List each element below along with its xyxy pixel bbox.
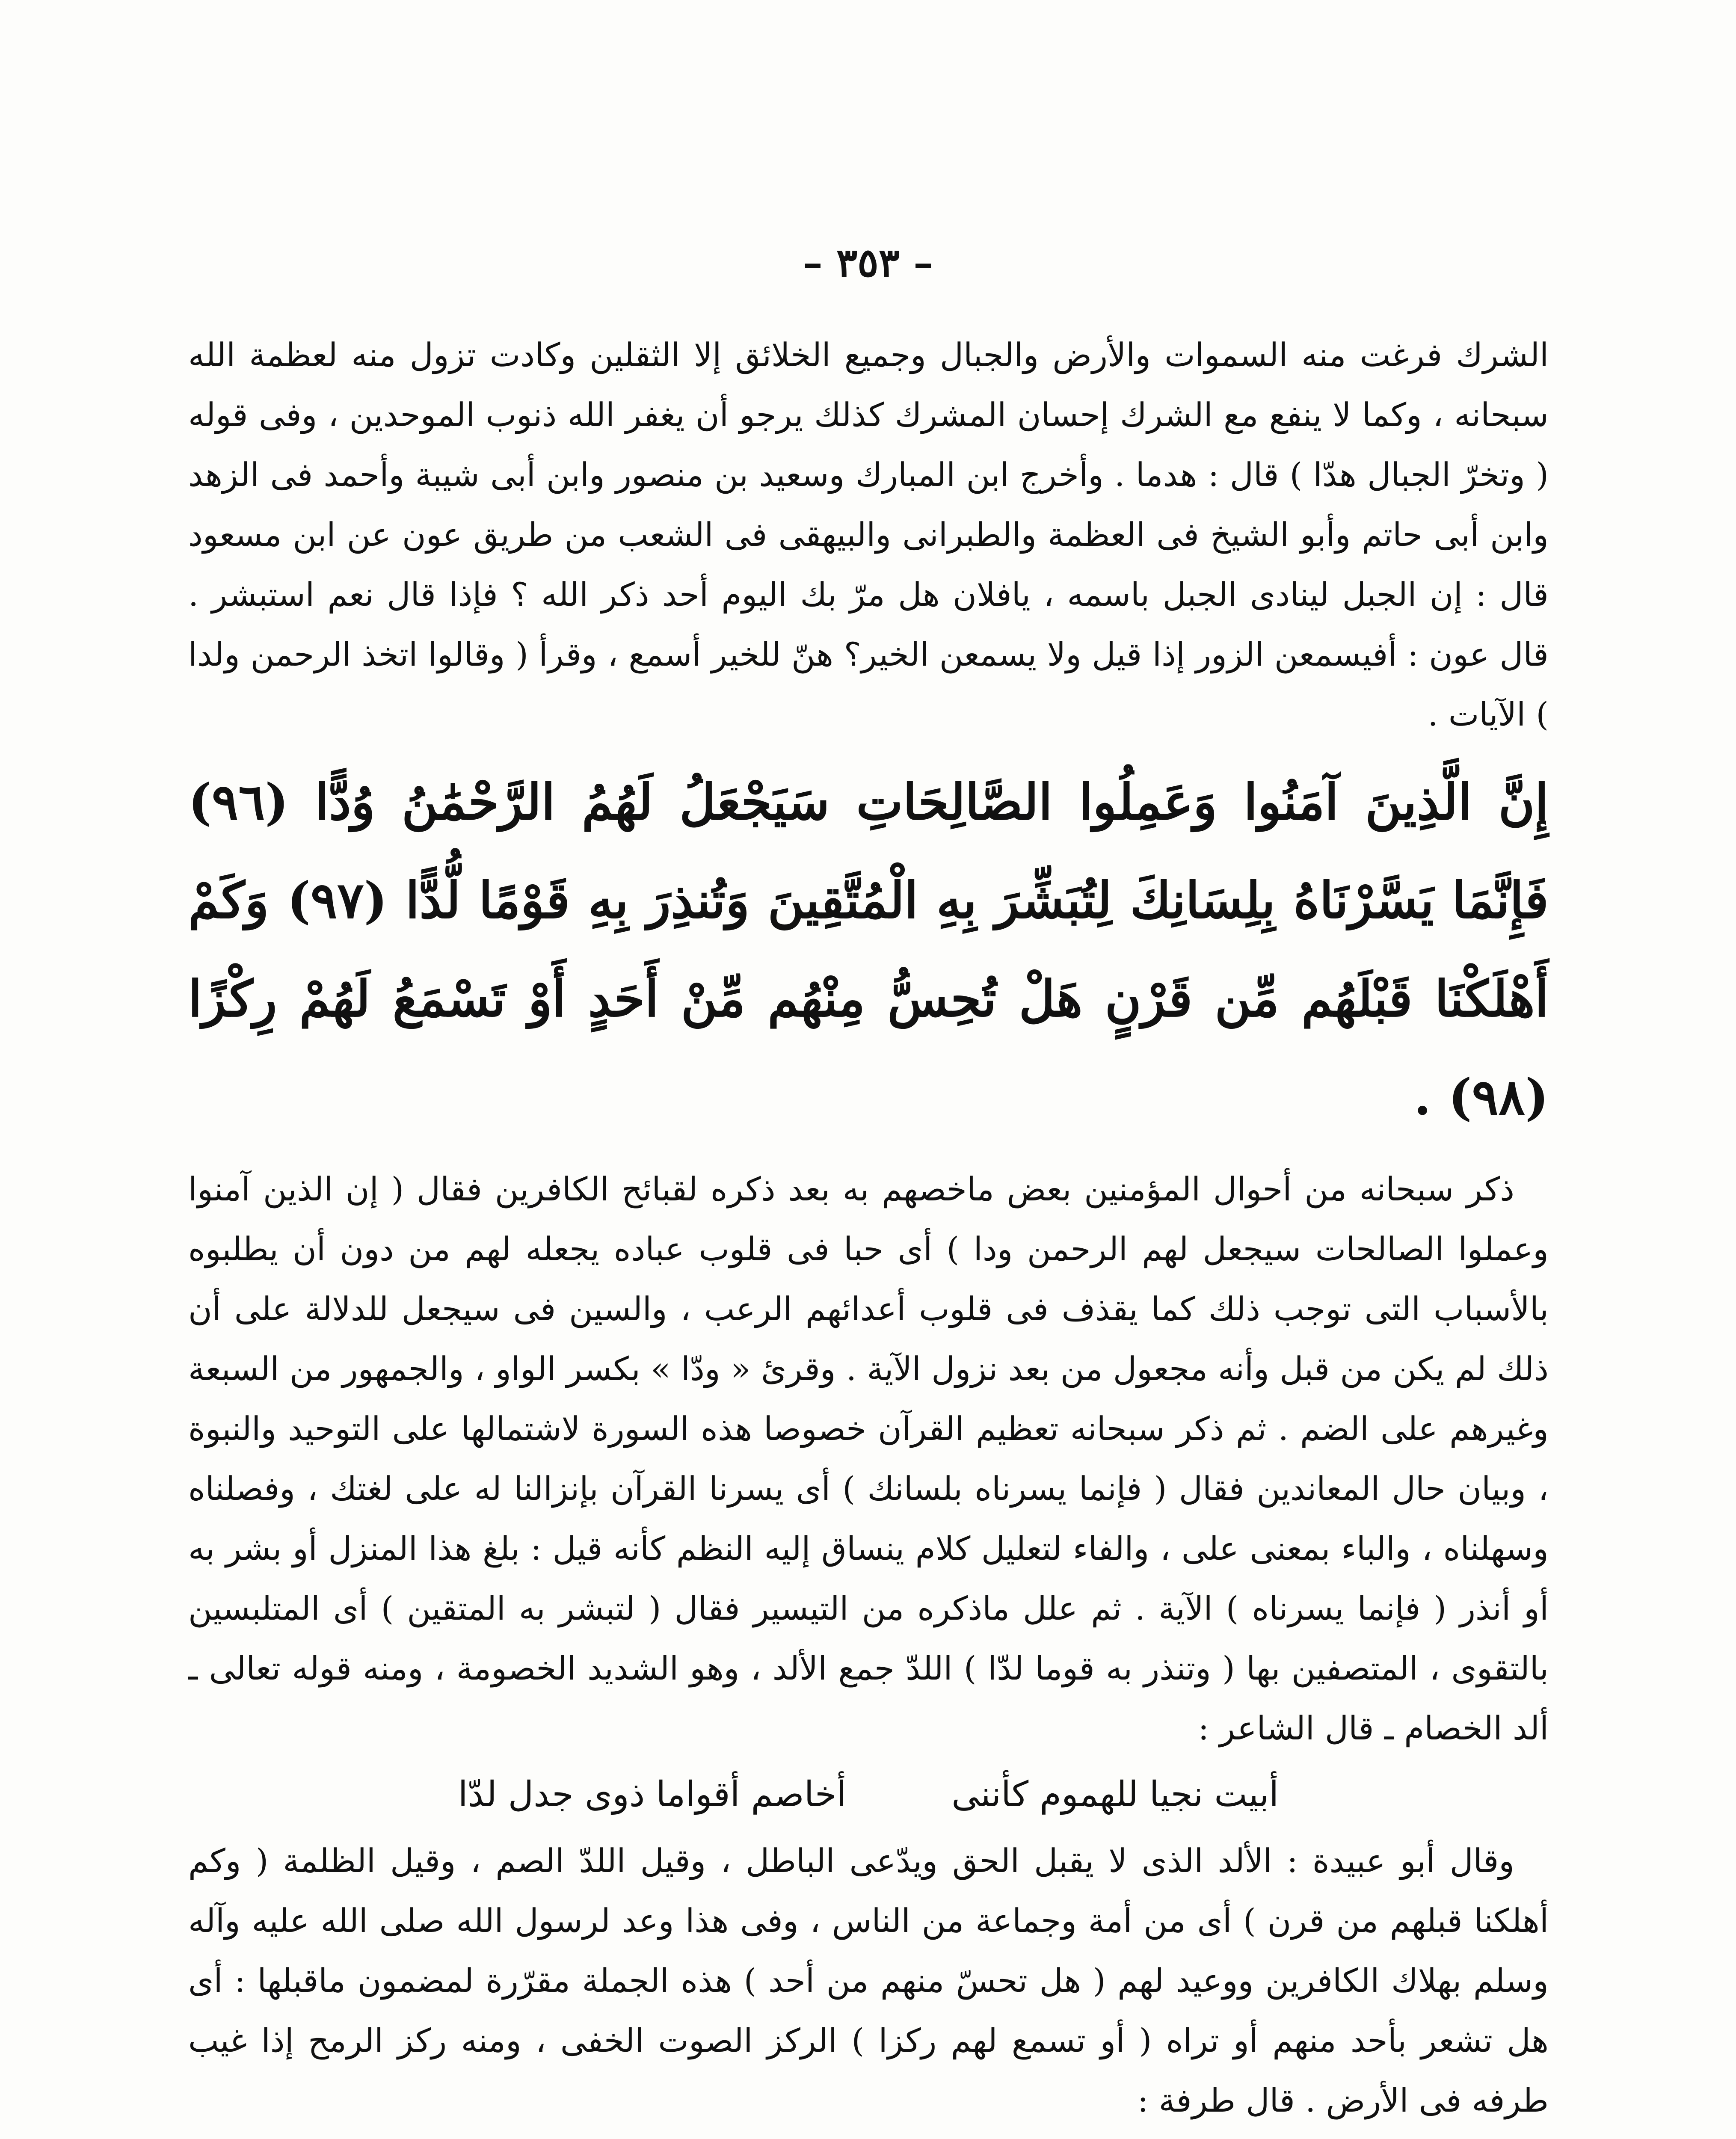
page-number: – ٣٥٣ – [803, 240, 933, 286]
page-body [188, 325, 1549, 2139]
poetry-verse-1 [188, 1763, 1549, 1827]
paragraph-3: وقال أبو عبيدة : الألد الذى لا يقبل الحق ويدّعى الباطل ، وقيل اللدّ الصم ، وقيل الظلمة ( وكم أهلكنا قبلهم من قرن ) أى من أمة وجماعة من الناس ، وفى هذا وعد لرسول الله صلى الله عليه وآله وسلم بهلاك الكافرين ووعيد لهم ( هل تحسّ منهم من أحد ) هذه الجملة مقرّرة لمضمون ماقبلها : أى هل تشعر بأحد منهم أو تراه ( أو تسمع لهم ركزا ) الركز الصوت الخفى ، ومنه ركز الرمح إذا غيب طرفه فى الأرض . قال طرفة : [188, 1842, 1549, 2119]
verse-1-first-half: أبيت نجيا للهموم كأننى [951, 1774, 1279, 1815]
verse-2-first-half [889, 2135, 1317, 2139]
quran-verses: إِنَّ الَّذِينَ آمَنُوا وَعَمِلُوا الصَّالِحَاتِ سَيَجْعَلُ لَهُمُ الرَّحْمَٰنُ وُدًّا (٩٦) فَإِنَّمَا يَسَّرْنَاهُ بِلِسَانِكَ لِتُبَشِّرَ بِهِ الْمُتَّقِينَ وَتُنذِرَ بِهِ قَوْمًا لُّدًّا (٩٧) وَكَمْ أَهْلَكْنَا قَبْلَهُم مِّن قَرْنٍ هَلْ تُحِسُّ مِنْهُم مِّنْ أَحَدٍ أَوْ تَسْمَعُ لَهُمْ رِكْزًا (٩٨) . [188, 773, 1549, 1126]
verse-2-second-half [419, 2135, 783, 2139]
paragraph-1: الشرك فرغت منه السموات والأرض والجبال وجميع الخلائق إلا الثقلين وكادت تزول منه لعظمة الله سبحانه ، وكما لا ينفع مع الشرك إحسان المشرك كذلك يرجو أن يغفر الله ذنوب الموحدين ، وفى قوله ( وتخرّ الجبال هدّا ) قال : هدما . وأخرج ابن المبارك وسعيد بن منصور وابن أبى شيبة وأحمد فى الزهد وابن أبى حاتم وأبو الشيخ فى العظمة والطبرانى والبيهقى فى الشعب من طريق عون عن ابن مسعود قال : إن الجبل لينادى الجبل باسمه ، يافلان هل مرّ بك اليوم أحد ذكر الله ؟ فإذا قال نعم استبشر . قال عون : أفيسمعن الزور إذا قيل ولا يسمعن الخير؟ هنّ للخير أسمع ، وقرأ ( وقالوا اتخذ الرحمن ولدا ) الآيات . [188, 336, 1549, 733]
poetry-verse-2 [188, 2135, 1549, 2139]
verse-1-second-half: أخاصم أقواما ذوى جدل لدّا [458, 1774, 847, 1815]
paragraph-2: ذكر سبحانه من أحوال المؤمنين بعض ماخصهم به بعد ذكره لقبائح الكافرين فقال ( إن الذين آمنوا وعملوا الصالحات سيجعل لهم الرحمن ودا ) أى حبا فى قلوب عباده يجعله لهم من دون أن يطلبوه بالأسباب التى توجب ذلك كما يقذف فى قلوب أعدائهم الرعب ، والسين فى سيجعل للدلالة على أن ذلك لم يكن من قبل وأنه مجعول من بعد نزول الآية . وقرئ « ودّا » بكسر الواو ، والجمهور من السبعة وغيرهم على الضم . ثم ذكر سبحانه تعظيم القرآن خصوصا هذه السورة لاشتمالها على التوحيد والنبوة ، وبيان حال المعاندين فقال ( فإنما يسرناه بلسانك ) أى يسرنا القرآن بإنزالنا له على لغتك ، وفصلناه وسهلناه ، والباء بمعنى على ، والفاء لتعليل كلام ينساق إليه النظم كأنه قيل : بلغ هذا المنزل أو بشر به أو أنذر ( فإنما يسرناه ) الآية . ثم علل ماذكره من التيسير فقال ( لتبشر به المتقين ) أى المتلبسين بالتقوى ، المتصفين بها ( وتنذر به قوما لدّا ) اللدّ جمع الألد ، وهو الشديد الخصومة ، ومنه قوله تعالى ـ ألد الخصام ـ قال الشاعر : [188, 1170, 1549, 1747]
